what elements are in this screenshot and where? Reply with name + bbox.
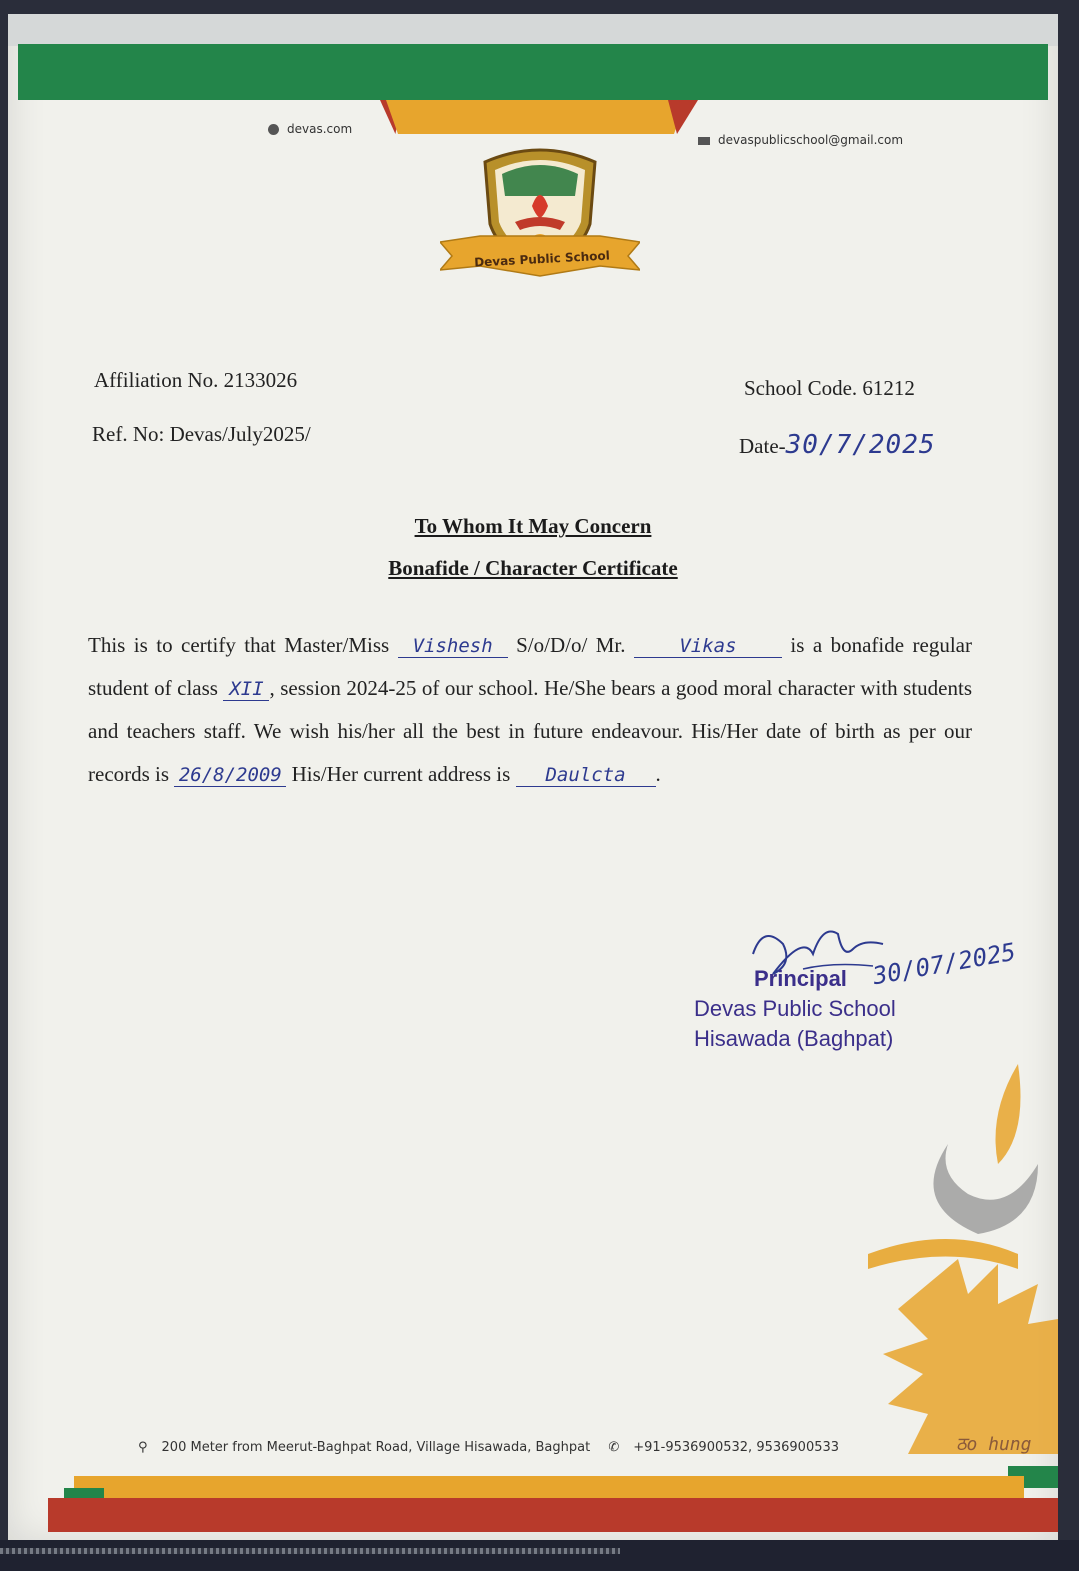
dob-field: 26/8/2009	[174, 764, 286, 787]
torch-book-sun-emblem	[868, 1054, 1058, 1474]
footer-contact	[138, 1440, 853, 1455]
heading-to-whom: To Whom It May Concern	[414, 514, 652, 538]
student-name-field: Vishesh	[398, 635, 508, 658]
stamp-title: Principal	[754, 966, 847, 991]
logo-school-name: Devas Public School	[473, 248, 611, 270]
certificate-body: This is to certify that Master/Miss Vishesh S/o/D/o/ Mr. Vikas is a bonafide regular student of class XII , session 2024-25 of our school. He/She bears a good moral character with students and teachers staff. We wish his/her all the best in future endeavour. His/Her date of birth as per our records is 26/8/2009 His/Her current address is Daulcta .	[88, 633, 972, 786]
school-logo	[440, 144, 640, 294]
header-green-band	[18, 44, 1048, 100]
plastic-sleeve-edge	[0, 1540, 1079, 1571]
footer-phone: +91-9536900532, 9536900533	[633, 1440, 840, 1455]
handwritten-scribble: ठo hung	[956, 1434, 1032, 1455]
location-pin-icon: ⚲	[138, 1440, 148, 1455]
certificate-page	[8, 14, 1058, 1544]
signature-date: 30/07/2025	[870, 937, 1018, 991]
address-field: Daulcta	[516, 764, 656, 787]
stamp-school: Devas Public School	[694, 996, 896, 1021]
affiliation-number: Affiliation No. 2133026	[94, 368, 298, 392]
email-contact: devaspublicschool@gmail.com	[698, 133, 903, 147]
footer-orange-band	[74, 1476, 1024, 1498]
school-code: School Code. 61212	[744, 376, 915, 400]
date-field: Date-30/7/2025	[739, 430, 936, 460]
sleeve-binding-strip	[0, 1548, 620, 1554]
header-top-strip	[8, 14, 1058, 46]
header-orange-band	[386, 100, 686, 134]
date-handwritten: 30/7/2025	[785, 430, 936, 460]
footer-red-band	[48, 1498, 1058, 1532]
stamp-place: Hisawada (Baghpat)	[694, 1026, 894, 1051]
heading-certificate: Bonafide / Character Certificate	[388, 556, 678, 580]
class-field: XII	[223, 678, 269, 701]
globe-icon	[268, 124, 279, 135]
father-name-field: Vikas	[634, 635, 782, 658]
reference-number: Ref. No: Devas/July2025/	[92, 422, 311, 446]
website-contact: devas.com	[268, 122, 352, 136]
mail-icon	[698, 137, 710, 145]
phone-icon: ✆	[608, 1440, 620, 1455]
footer-address: 200 Meter from Meerut-Baghpat Road, Village Hisawada, Baghpat	[161, 1440, 591, 1455]
